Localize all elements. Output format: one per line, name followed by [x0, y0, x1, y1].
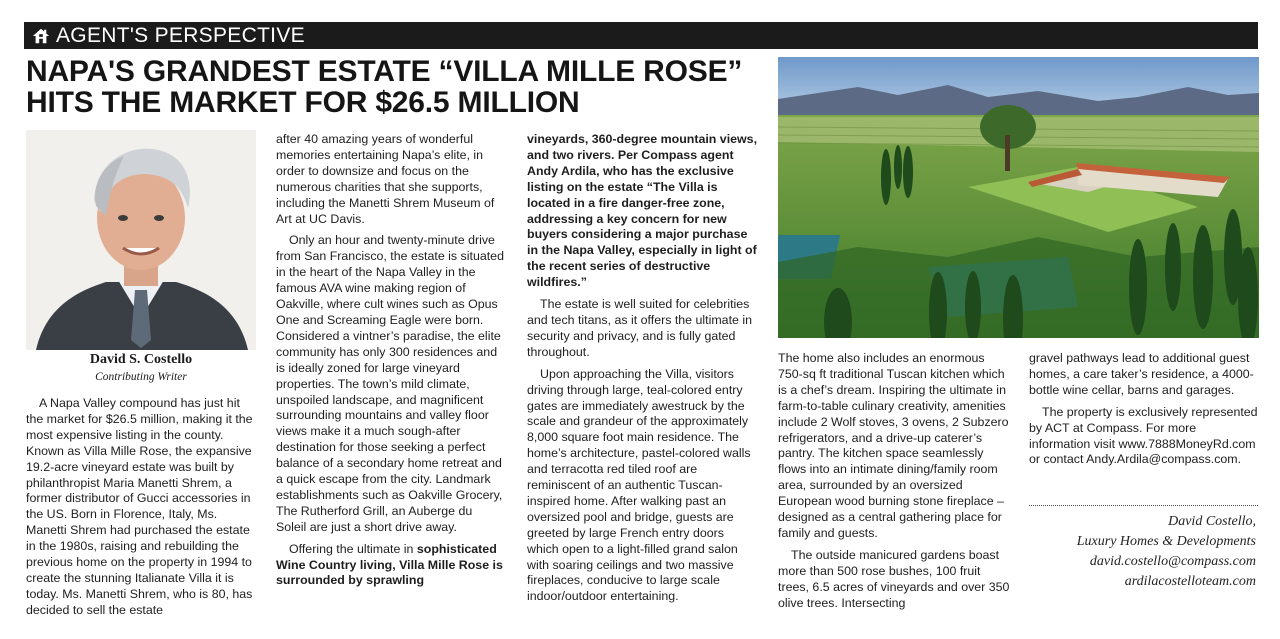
paragraph — [527, 132, 757, 291]
column-3 — [527, 132, 757, 605]
paragraph-bold-text: sophisticated Wine Country living, Villa Mille Rose is surrounded by sprawling — [276, 541, 503, 588]
author-photo — [26, 130, 256, 350]
paragraph — [276, 542, 506, 590]
signature-name: David Costello, — [1168, 514, 1256, 529]
byline-name: David S. Costello — [89, 352, 193, 367]
signature-website[interactable]: ardilacostelloteam.com — [1124, 574, 1256, 589]
home-icon — [32, 27, 50, 45]
paragraph: A Napa Valley compound has just hit the market for $26.5 million, making it the most expensive listing in the county. Known as Villa Mille Rose, the expansive 19.2-acre vineyard estate was built by philanthropist Maria Manetti Shrem, a former distributor of Gucci accessories in the US. Born in Florence, Italy, Ms. Manetti Shrem had purchased the estate in the 1980s, raising and rebuilding the previous home on the property in 1994 to create the stunning Italianate Villa it is today. Ms. Manetti Shrem, who is 80, has decided to sell the estate — [26, 396, 253, 617]
column-5 — [1029, 351, 1259, 468]
section-label: AGENT'S PERSPECTIVE — [56, 24, 305, 47]
byline-role: Contributing Writer — [95, 371, 187, 383]
column-1 — [26, 396, 258, 619]
signature-divider — [1029, 505, 1258, 506]
headline: NAPA'S GRANDEST ESTATE “VILLA MILLE ROSE” HITS THE MARKET FOR $26.5 MILLION — [26, 55, 743, 119]
paragraph: The outside manicured gardens boast more than 500 rose bushes, 100 fruit trees, 6.5 acres of vineyards and over 350 olive trees. Intersecting — [778, 547, 1010, 610]
section-banner — [24, 22, 1258, 49]
paragraph: The property is exclusively represented by ACT at Compass. For more information visit www.7888MoneyRd.com or contact Andy.Ardila@compass.com. — [1029, 404, 1258, 467]
paragraph-text: Offering the ultimate in — [289, 541, 417, 556]
paragraph-bold-text: vineyards, 360-degree mountain views, and two rivers. Per Compass agent Andy Ardila, who has the exclusive listing on the estate “The Villa is located in a fire danger-free zone, addressing a key concern for new buyers considering a major purchase in the Napa Valley, especially in light of the recent series of destructive wildfires.” — [527, 132, 758, 290]
paragraph: after 40 amazing years of wonderful memories entertaining Napa’s elite, in order to downsize and focus on the numerous charities that she supports, including the Manetti Shrem Museum of Art at UC Davis. — [276, 132, 495, 226]
paragraph: Only an hour and twenty-minute drive from San Francisco, the estate is situated in the heart of the Napa Valley in the famous AVA wine making region of Oakville, where cult wines such as Opus One and Screaming Eagle were born. Considered a vintner’s paradise, the elite community has only 300 residences and is ideally zoned for large vineyard properties. The town’s mild climate, unspoiled landscape, and magnificent surrounding mountains and valley floor views make it a much sough-after destination for those seeking a perfect balance of a secondary home retreat and a quick escape from the city. Landmark establishments such as Oakville Grocery, The Rutherford Grill, an Auberge du Soleil are just a short drive away. — [276, 233, 504, 534]
paragraph: gravel pathways lead to additional guest homes, a care taker’s residence, a 4000- bottle wine cellar, barns and garages. — [1029, 351, 1254, 397]
signature-title: Luxury Homes & Developments — [1076, 534, 1256, 549]
paragraph: Upon approaching the Villa, visitors driving through large, teal-colored entry gates are immediately awestruck by the scale and grandeur of the approximately 8,000 square foot main residence. The home’s architecture, pastel-colored walls and terracotta red tiled roof are reminiscent of an authentic Tuscan-inspired home. After walking past an oversized pool and bridge, guests are greeted by large French entry doors which open to a light-filled grand salon with soaring ceilings and two massive fireplaces, conducive to large scale indoor/outdoor entertaining. — [527, 366, 751, 604]
column-4 — [778, 351, 1010, 612]
signature-block — [1029, 512, 1256, 592]
column-2 — [276, 132, 506, 589]
paragraph: The estate is well suited for celebrities and tech titans, as it offers the ultimate in security and privacy, and is fully gated throughout. — [527, 297, 752, 359]
signature-email[interactable]: david.costello@compass.com — [1089, 554, 1256, 569]
estate-aerial-photo — [778, 57, 1259, 338]
paragraph: The home also includes an enormous 750-sq ft traditional Tuscan kitchen which is a chef’s dream. Inspiring the ultimate in farm-to-table culinary creativity, amenities include 2 Wolf stoves, 3 ovens, 2 Subzero refrigerators, and a drive-up caterer’s pantry. The kitchen space seamlessly flows into an intimate dining/family room area, surrounded by an oversized European wood burning stone fireplace – designed as a central gathering place for family and guests. — [778, 351, 1009, 540]
